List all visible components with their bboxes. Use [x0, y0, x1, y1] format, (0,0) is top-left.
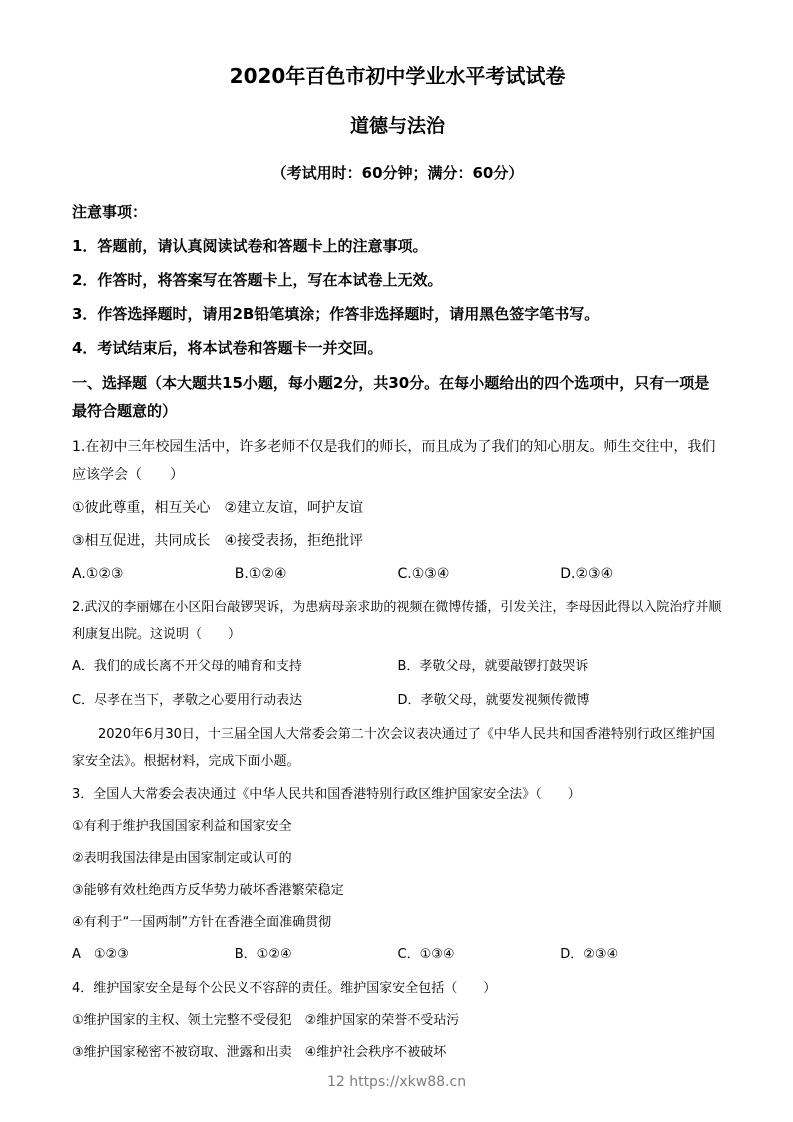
question-3-option-d: D．②③④	[560, 947, 619, 962]
question-2-option-d: D．孝敬父母，就要发视频传微博	[397, 693, 590, 708]
notice-header: 注意事项：	[72, 203, 148, 221]
question-4-items-line-2: ③维护国家秘密不被窃取、泄露和出卖 ④维护社会秩序不被破坏	[72, 1045, 447, 1060]
question-3-answer-options	[72, 941, 723, 969]
question-3-text: 3．全国人大常委会表决通过《中华人民共和国香港特别行政区维护国家安全法》（ ）	[72, 787, 581, 802]
question-3-item-2: ②表明我国法律是由国家制定或认可的	[72, 851, 292, 866]
question-3-option-b: B．①②④	[234, 947, 292, 962]
notice-item-3: 3．作答选择题时，请用2B铅笔填涂；作答非选择题时，请用黑色签字笔书写。	[72, 305, 600, 323]
notice-item-4: 4．考试结束后，将本试卷和答题卡一并交回。	[72, 339, 383, 357]
exam-title: 2020年百色市初中学业水平考试试卷	[229, 64, 566, 88]
question-2-option-a: A．我们的成长离不开父母的哺育和支持	[72, 659, 302, 674]
notice-item-1: 1．答题前，请认真阅读试卷和答题卡上的注意事项。	[72, 237, 428, 255]
question-1-option-c: C.①③④	[397, 566, 450, 582]
question-2-option-c: C．尽孝在当下，孝敬之心要用行动表达	[72, 693, 303, 708]
question-2-answer-options-row-1	[72, 653, 723, 681]
question-1-text: 1.在初中三年校园生活中，许多老师不仅是我们的师长，而且成为了我们的知心朋友。师生交往中，我们应该学会（ ）	[72, 439, 716, 483]
question-3-item-3: ③能够有效杜绝西方反华势力破坏香港繁荣稳定	[72, 883, 344, 898]
question-1-option-a: A.①②③	[72, 566, 124, 582]
notice-item-2: 2．作答时，将答案写在答题卡上，写在本试卷上无效。	[72, 271, 443, 289]
question-2-text: 2.武汉的李丽娜在小区阳台敲锣哭诉，为患病母亲求助的视频在微博传播，引发关注，李母因此得以入院治疗并顺利康复出院。这说明（ ）	[72, 600, 722, 642]
question-3-item-4: ④有利于“一国两制”方针在香港全面准确贯彻	[72, 915, 332, 930]
question-1-choices-line-2: ③相互促进，共同成长 ④接受表扬，拒绝批评	[72, 533, 364, 549]
question-1-answer-options	[72, 560, 723, 588]
question-4-text: 4．维护国家安全是每个公民义不容辞的责任。维护国家安全包括（ ）	[72, 981, 497, 996]
question-1-option-b: B.①②④	[234, 566, 287, 582]
question-1-choices-line-1: ①彼此尊重，相互关心 ②建立友谊，呵护友谊	[72, 500, 364, 516]
question-3-item-1: ①有利于维护我国国家利益和国家安全	[72, 819, 292, 834]
material-paragraph: 2020年6月30日，十三届全国人大常委会第二十次会议表决通过了《中华人民共和国香港特别行政区维护国家安全法》。根据材料，完成下面小题。	[72, 727, 715, 769]
question-2-answer-options-row-2	[72, 687, 723, 715]
question-3-option-c: C．①③④	[397, 947, 455, 962]
page-footer-watermark: 12 https://xkw88.cn	[326, 1074, 467, 1090]
question-3-option-a: A ①②③	[72, 947, 129, 962]
question-1-option-d: D.②③④	[560, 566, 614, 582]
section-1-header: 一、选择题（本大题共15小题，每小题2分，共30分。在每小题给出的四个选项中，只有一项是最符合题意的）	[72, 374, 710, 420]
exam-duration-score: （考试用时：60分钟；满分：60分）	[271, 164, 524, 182]
question-2-option-b: B．孝敬父母，就要敲锣打鼓哭诉	[397, 659, 589, 674]
question-4-items-line-1: ①维护国家的主权、领土完整不受侵犯 ②维护国家的荣誉不受玷污	[72, 1013, 460, 1028]
exam-subject: 道德与法治	[349, 115, 445, 137]
